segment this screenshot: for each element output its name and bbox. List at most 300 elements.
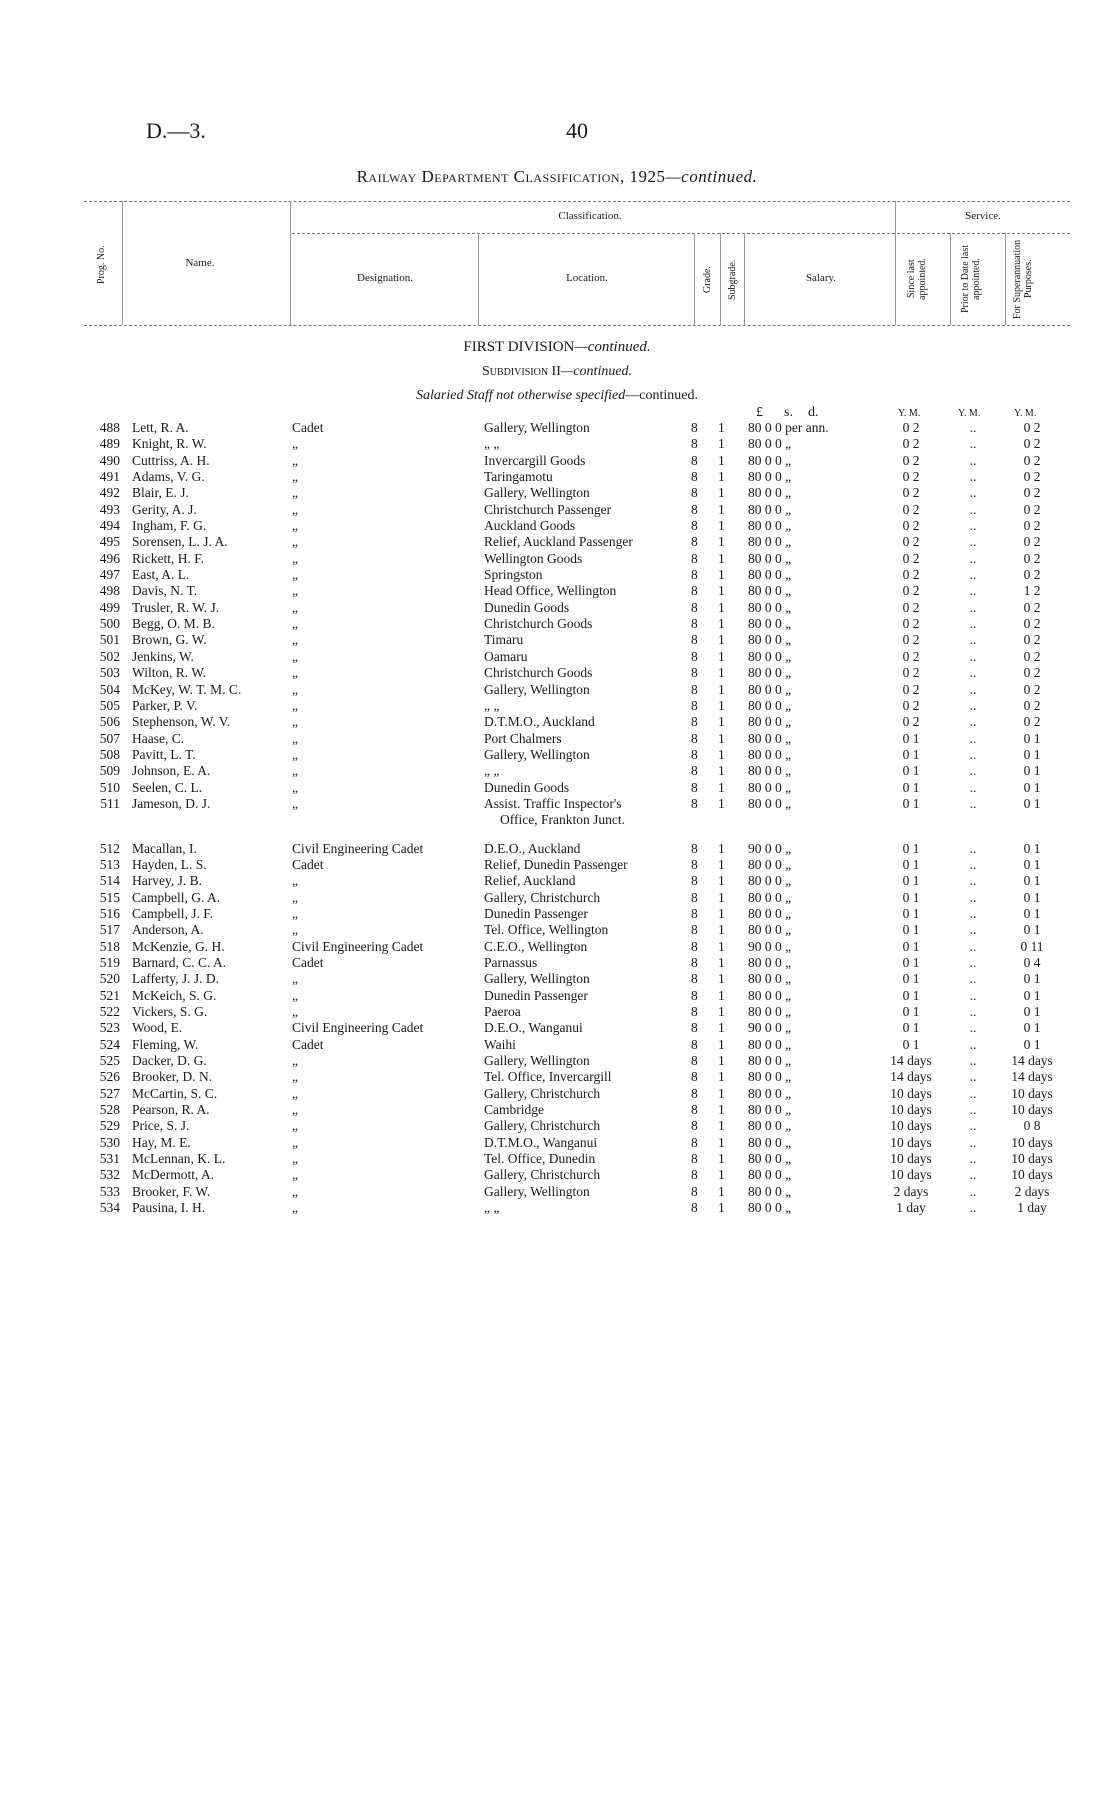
since-last-cell: 2 days	[893, 1183, 929, 1199]
salary-cell: 80 0 0 „	[748, 469, 792, 485]
subgrade-cell: 1	[718, 583, 725, 599]
table-row	[0, 698, 1114, 714]
name-cell: Lafferty, J. J. D.	[132, 971, 219, 987]
salary-cell: 80 0 0 „	[748, 905, 792, 921]
prog-no-cell: 513	[99, 856, 120, 872]
grade-cell: 8	[691, 665, 698, 681]
since-last-cell: 0 1	[902, 1004, 920, 1020]
designation-cell: Civil Engineering Cadet	[292, 840, 424, 856]
subgrade-cell: 1	[718, 1183, 725, 1199]
subgrade-cell: 1	[718, 1085, 725, 1101]
table-row	[0, 906, 1114, 922]
prog-no-cell: 493	[99, 501, 120, 517]
subgrade-cell: 1	[718, 681, 725, 697]
since-last-cell: 0 1	[902, 955, 920, 970]
salary-cell: 80 0 0 „	[748, 714, 792, 730]
name-cell: Begg, O. M. B.	[132, 616, 215, 632]
salary-cell: 80 0 0 „	[748, 550, 792, 566]
location-cell: Head Office, Wellington	[484, 583, 617, 599]
prog-no-cell: 499	[99, 599, 120, 615]
name-cell: Haase, C.	[132, 730, 185, 746]
table-row	[0, 890, 1114, 906]
location-cell: Taringamotu	[484, 469, 553, 485]
name-cell: Harvey, J. B.	[132, 873, 202, 889]
prog-no-cell: 523	[99, 1020, 120, 1036]
prior-to-cell: ..	[969, 714, 977, 730]
since-last-cell: 0 2	[902, 452, 920, 468]
superannuation-cell: 0 2	[1023, 567, 1041, 583]
prior-to-cell: ..	[969, 681, 977, 697]
prog-no-cell: 517	[99, 922, 120, 938]
prog-no-cell: 502	[99, 648, 120, 664]
col-designation: Designation.	[357, 272, 413, 284]
subgrade-cell: 1	[718, 599, 725, 615]
designation-cell: Cadet	[292, 420, 324, 435]
designation-cell: „	[292, 889, 298, 905]
name-cell: McDermott, A.	[132, 1167, 215, 1183]
salary-cell: 80 0 0 „	[748, 436, 792, 452]
prog-no-cell: 511	[100, 795, 120, 811]
subdivision-heading	[0, 364, 1114, 380]
subgrade-cell: 1	[718, 955, 725, 970]
subgrade-cell: 1	[718, 971, 725, 987]
table-row	[0, 469, 1114, 485]
name-cell: Hayden, L. S.	[132, 856, 207, 872]
prior-to-cell: ..	[969, 889, 977, 905]
col-divider	[122, 201, 123, 325]
col-divider	[744, 233, 745, 325]
table-row	[0, 436, 1114, 452]
since-last-cell: 0 2	[902, 469, 920, 485]
name-cell: Knight, R. W.	[132, 436, 207, 452]
division-heading	[0, 339, 1114, 356]
since-last-cell: 1 day	[896, 1200, 926, 1216]
col-prog-no: Prog. No.	[96, 245, 107, 285]
table-row	[0, 841, 1114, 857]
superannuation-cell: 0 2	[1023, 485, 1041, 501]
superannuation-cell: 0 1	[1023, 746, 1041, 762]
salary-cell: 80 0 0 „	[748, 971, 792, 987]
table-row	[0, 453, 1114, 469]
subgrade-cell: 1	[718, 518, 725, 534]
prior-to-cell: ..	[969, 632, 977, 648]
col-divider	[720, 233, 721, 325]
superannuation-cell: 0 2	[1023, 697, 1041, 713]
staff-table	[0, 420, 1114, 1217]
prior-to-cell: ..	[969, 987, 977, 1003]
superannuation-cell: 10 days	[1011, 1134, 1053, 1150]
prior-to-cell: ..	[969, 469, 977, 485]
unit-ym-since: Y. M.	[898, 408, 921, 419]
subgrade-cell: 1	[718, 1151, 725, 1167]
location-cell: „ „	[484, 1200, 500, 1216]
prior-to-cell: ..	[969, 583, 977, 599]
superannuation-cell: 0 2	[1023, 616, 1041, 632]
grade-cell: 8	[691, 1134, 698, 1150]
table-row	[0, 780, 1114, 796]
col-salary: Salary.	[805, 272, 837, 284]
subgrade-cell: 1	[718, 1053, 725, 1069]
grade-cell: 8	[691, 1167, 698, 1183]
location-cell: Assist. Traffic Inspector's	[484, 795, 622, 811]
since-last-cell: 0 1	[902, 840, 920, 856]
table-row	[0, 1102, 1114, 1118]
since-last-cell: 0 2	[902, 616, 920, 632]
salary-cell: 80 0 0 „	[748, 1151, 792, 1167]
prog-no-cell: 507	[99, 730, 120, 746]
since-last-cell: 0 2	[902, 436, 920, 452]
grade-cell: 8	[691, 714, 698, 730]
prior-to-cell: ..	[969, 763, 977, 779]
subgrade-cell: 1	[718, 746, 725, 762]
name-cell: Parker, P. V.	[132, 697, 198, 713]
prog-no-cell: 510	[99, 779, 120, 795]
designation-cell: „	[292, 873, 298, 889]
name-cell: Seelen, C. L.	[132, 779, 203, 795]
salary-cell: 80 0 0 „	[748, 746, 792, 762]
salary-cell: 80 0 0 „	[748, 1069, 792, 1085]
prior-to-cell: ..	[969, 436, 977, 452]
unit-pounds: £	[756, 405, 763, 420]
designation-cell: Civil Engineering Cadet	[292, 938, 424, 954]
since-last-cell: 0 1	[902, 922, 920, 938]
subgrade-cell: 1	[718, 485, 725, 501]
grade-cell: 8	[691, 955, 698, 970]
designation-cell: „	[292, 550, 298, 566]
salary-cell: 80 0 0 „	[748, 779, 792, 795]
superannuation-cell: 0 11	[1020, 938, 1044, 954]
table-row	[0, 873, 1114, 889]
name-cell: McCartin, S. C.	[132, 1085, 218, 1101]
location-cell: Paeroa	[484, 1004, 521, 1020]
location-cell: Gallery, Christchurch	[484, 1085, 601, 1101]
prior-to-cell: ..	[969, 938, 977, 954]
name-cell: Stephenson, W. V.	[132, 714, 231, 730]
location-cell: Tel. Office, Wellington	[484, 922, 609, 938]
salary-cell: 80 0 0 „	[748, 485, 792, 501]
since-last-cell: 0 2	[902, 518, 920, 534]
col-service: Service.	[965, 210, 1001, 222]
grade-cell: 8	[691, 420, 698, 435]
table-row	[0, 1037, 1114, 1053]
salary-cell: 80 0 0 „	[748, 501, 792, 517]
since-last-cell: 0 2	[902, 599, 920, 615]
designation-cell: „	[292, 746, 298, 762]
superannuation-cell: 0 2	[1023, 681, 1041, 697]
subgrade-cell: 1	[718, 1200, 725, 1216]
location-cell-continued: Office, Frankton Junct.	[500, 812, 625, 828]
designation-cell: „	[292, 1004, 298, 1020]
name-cell: McKenzie, G. H.	[132, 938, 225, 954]
since-last-cell: 10 days	[890, 1102, 932, 1118]
classification-rule	[292, 233, 1070, 234]
salary-cell: 80 0 0 „	[748, 583, 792, 599]
prog-no-cell: 520	[99, 971, 120, 987]
grade-cell: 8	[691, 485, 698, 501]
col-subgrade: Subgrade.	[727, 259, 738, 301]
prior-to-cell: ..	[969, 1167, 977, 1183]
designation-cell: „	[292, 518, 298, 534]
since-last-cell: 0 1	[902, 987, 920, 1003]
prior-to-cell: ..	[969, 779, 977, 795]
salary-cell: 80 0 0 „	[748, 518, 792, 534]
grade-cell: 8	[691, 746, 698, 762]
designation-cell: „	[292, 905, 298, 921]
location-cell: Gallery, Wellington	[484, 1183, 590, 1199]
name-cell: Brown, G. W.	[132, 632, 207, 648]
subgrade-cell: 1	[718, 665, 725, 681]
subgrade-cell: 1	[718, 1167, 725, 1183]
since-last-cell: 10 days	[890, 1151, 932, 1167]
table-row	[0, 518, 1114, 534]
designation-cell: „	[292, 452, 298, 468]
grade-cell: 8	[691, 452, 698, 468]
table-row	[0, 616, 1114, 632]
division-text: FIRST DIVISION	[463, 339, 575, 355]
prior-to-cell: ..	[969, 648, 977, 664]
location-cell: D.E.O., Auckland	[484, 840, 581, 856]
superannuation-cell: 0 1	[1023, 763, 1041, 779]
table-row	[0, 796, 1114, 812]
prior-to-cell: ..	[969, 1151, 977, 1167]
grade-cell: 8	[691, 469, 698, 485]
grade-cell: 8	[691, 971, 698, 987]
designation-cell: „	[292, 485, 298, 501]
location-cell: Gallery, Wellington	[484, 681, 590, 697]
designation-cell: „	[292, 714, 298, 730]
prog-no-cell: 506	[99, 714, 120, 730]
table-row	[0, 1167, 1114, 1183]
col-divider	[1005, 233, 1006, 325]
superannuation-cell: 0 2	[1023, 648, 1041, 664]
col-divider	[950, 233, 951, 325]
salary-cell: 80 0 0 „	[748, 534, 792, 550]
name-cell: Jameson, D. J.	[132, 795, 211, 811]
since-last-cell: 0 2	[902, 550, 920, 566]
prog-no-cell: 522	[99, 1004, 120, 1020]
superannuation-cell: 0 1	[1023, 856, 1041, 872]
designation-cell: „	[292, 1200, 298, 1216]
prog-no-cell: 496	[99, 550, 120, 566]
subdivision-text: Subdivision II	[481, 364, 561, 379]
salary-cell: 80 0 0 „	[748, 697, 792, 713]
table-row	[0, 939, 1114, 955]
location-cell: Dunedin Passenger	[484, 987, 588, 1003]
grade-cell: 8	[691, 567, 698, 583]
prior-to-cell: ..	[969, 485, 977, 501]
prior-to-cell: ..	[969, 665, 977, 681]
location-cell: Port Chalmers	[484, 730, 562, 746]
designation-cell: „	[292, 1085, 298, 1101]
prog-no-cell: 532	[99, 1167, 120, 1183]
subgrade-cell: 1	[718, 856, 725, 872]
prog-no-cell: 492	[99, 485, 120, 501]
prog-no-cell: 524	[99, 1036, 120, 1052]
table-row	[0, 583, 1114, 599]
prog-no-cell: 530	[99, 1134, 120, 1150]
designation-cell: „	[292, 730, 298, 746]
name-cell: Wood, E.	[132, 1020, 183, 1036]
designation-cell: „	[292, 1118, 298, 1134]
superannuation-cell: 10 days	[1011, 1151, 1053, 1167]
subgrade-cell: 1	[718, 632, 725, 648]
prog-no-cell: 528	[99, 1102, 120, 1118]
name-cell: Macallan, I.	[132, 840, 197, 856]
location-cell: Gallery, Wellington	[484, 420, 590, 435]
since-last-cell: 0 1	[902, 856, 920, 872]
table-row	[0, 763, 1114, 779]
since-last-cell: 0 1	[902, 1020, 920, 1036]
superannuation-cell: 0 2	[1023, 714, 1041, 730]
subgrade-cell: 1	[718, 1069, 725, 1085]
prog-no-cell: 495	[99, 534, 120, 550]
grade-cell: 8	[691, 616, 698, 632]
subgrade-cell: 1	[718, 840, 725, 856]
table-row	[0, 747, 1114, 763]
salary-cell: 80 0 0 „	[748, 873, 792, 889]
since-last-cell: 10 days	[890, 1118, 932, 1134]
salary-cell: 80 0 0 „	[748, 681, 792, 697]
grade-cell: 8	[691, 795, 698, 811]
col-divider	[694, 233, 695, 325]
prog-no-cell: 509	[99, 763, 120, 779]
grade-cell: 8	[691, 534, 698, 550]
superannuation-cell: 0 1	[1023, 730, 1041, 746]
salary-cell: 80 0 0 „	[748, 1167, 792, 1183]
since-last-cell: 0 2	[902, 697, 920, 713]
since-last-cell: 0 2	[902, 420, 920, 435]
prog-no-cell: 489	[99, 436, 120, 452]
grade-cell: 8	[691, 730, 698, 746]
salary-cell: 80 0 0 „	[748, 987, 792, 1003]
designation-cell: „	[292, 665, 298, 681]
salary-cell: 80 0 0 „	[748, 567, 792, 583]
subdivision-suffix: —continued.	[560, 364, 633, 379]
location-cell: Relief, Auckland Passenger	[484, 534, 633, 550]
salary-cell: 80 0 0 „	[748, 889, 792, 905]
prog-no-cell: 503	[99, 665, 120, 681]
prior-to-cell: ..	[969, 1200, 977, 1216]
since-last-cell: 0 2	[902, 485, 920, 501]
name-cell: Anderson, A.	[132, 922, 204, 938]
grade-cell: 8	[691, 599, 698, 615]
col-location: Location.	[566, 272, 608, 284]
superannuation-cell: 14 days	[1011, 1069, 1053, 1085]
salary-cell: 80 0 0 „	[748, 1183, 792, 1199]
title-text: Railway Department Classification, 1925	[356, 167, 666, 186]
grade-cell: 8	[691, 1183, 698, 1199]
location-cell: D.E.O., Wanganui	[484, 1020, 583, 1036]
since-last-cell: 0 2	[902, 665, 920, 681]
staff-suffix: —continued.	[625, 388, 698, 403]
grade-cell: 8	[691, 922, 698, 938]
subgrade-cell: 1	[718, 534, 725, 550]
superannuation-cell: 1 2	[1023, 583, 1041, 599]
unit-pence: d.	[808, 405, 819, 420]
prior-to-cell: ..	[969, 420, 977, 435]
location-cell: Oamaru	[484, 648, 528, 664]
salary-cell: 80 0 0 „	[748, 730, 792, 746]
grade-cell: 8	[691, 1036, 698, 1052]
superannuation-cell: 0 2	[1023, 534, 1041, 550]
superannuation-cell: 0 2	[1023, 599, 1041, 615]
prior-to-cell: ..	[969, 1085, 977, 1101]
designation-cell: „	[292, 697, 298, 713]
designation-cell: „	[292, 763, 298, 779]
prior-to-cell: ..	[969, 1004, 977, 1020]
grade-cell: 8	[691, 779, 698, 795]
table-row	[0, 665, 1114, 681]
salary-cell: 90 0 0 „	[748, 938, 792, 954]
table-row	[0, 534, 1114, 550]
prior-to-cell: ..	[969, 501, 977, 517]
superannuation-cell: 0 1	[1023, 987, 1041, 1003]
subgrade-cell: 1	[718, 938, 725, 954]
superannuation-cell: 0 2	[1023, 420, 1041, 435]
grade-cell: 8	[691, 583, 698, 599]
grade-cell: 8	[691, 1085, 698, 1101]
since-last-cell: 14 days	[890, 1053, 932, 1069]
table-row	[0, 600, 1114, 616]
header-top-rule	[84, 201, 1070, 202]
subgrade-cell: 1	[718, 697, 725, 713]
staff-text: Salaried Staff not otherwise specified	[416, 388, 626, 403]
salary-cell: 80 0 0 „	[748, 763, 792, 779]
since-last-cell: 0 1	[902, 938, 920, 954]
subgrade-cell: 1	[718, 987, 725, 1003]
table-row	[0, 1151, 1114, 1167]
table-row-continuation	[0, 812, 1114, 828]
prog-no-cell: 526	[99, 1069, 120, 1085]
designation-cell: Cadet	[292, 856, 324, 872]
superannuation-cell: 0 1	[1023, 779, 1041, 795]
superannuation-cell: 10 days	[1011, 1085, 1053, 1101]
superannuation-cell: 14 days	[1011, 1053, 1053, 1069]
prog-no-cell: 497	[99, 567, 120, 583]
grade-cell: 8	[691, 681, 698, 697]
table-row	[0, 714, 1114, 730]
designation-cell: „	[292, 1167, 298, 1183]
location-cell: Gallery, Wellington	[484, 971, 590, 987]
grade-cell: 8	[691, 501, 698, 517]
superannuation-cell: 0 2	[1023, 550, 1041, 566]
prior-to-cell: ..	[969, 873, 977, 889]
salary-cell: 80 0 0 „	[748, 955, 792, 970]
staff-heading	[0, 388, 1114, 404]
name-cell: Price, S. J.	[132, 1118, 190, 1134]
since-last-cell: 0 2	[902, 714, 920, 730]
name-cell: McLennan, K. L.	[132, 1151, 226, 1167]
salary-cell: 90 0 0 „	[748, 1020, 792, 1036]
table-row	[0, 731, 1114, 747]
subgrade-cell: 1	[718, 714, 725, 730]
location-cell: Dunedin Goods	[484, 779, 570, 795]
col-prior-to: Prior to Date last appointed.	[960, 244, 982, 314]
designation-cell: „	[292, 922, 298, 938]
location-cell: Wellington Goods	[484, 550, 583, 566]
prog-no-cell: 533	[99, 1183, 120, 1199]
subgrade-cell: 1	[718, 452, 725, 468]
name-cell: Davis, N. T.	[132, 583, 198, 599]
name-cell: Lett, R. A.	[132, 420, 189, 435]
prior-to-cell: ..	[969, 1069, 977, 1085]
prog-no-cell: 500	[99, 616, 120, 632]
prog-no-cell: 504	[99, 681, 120, 697]
name-cell: Hay, M. E.	[132, 1134, 191, 1150]
subgrade-cell: 1	[718, 1118, 725, 1134]
table-row	[0, 1004, 1114, 1020]
since-last-cell: 0 1	[902, 905, 920, 921]
